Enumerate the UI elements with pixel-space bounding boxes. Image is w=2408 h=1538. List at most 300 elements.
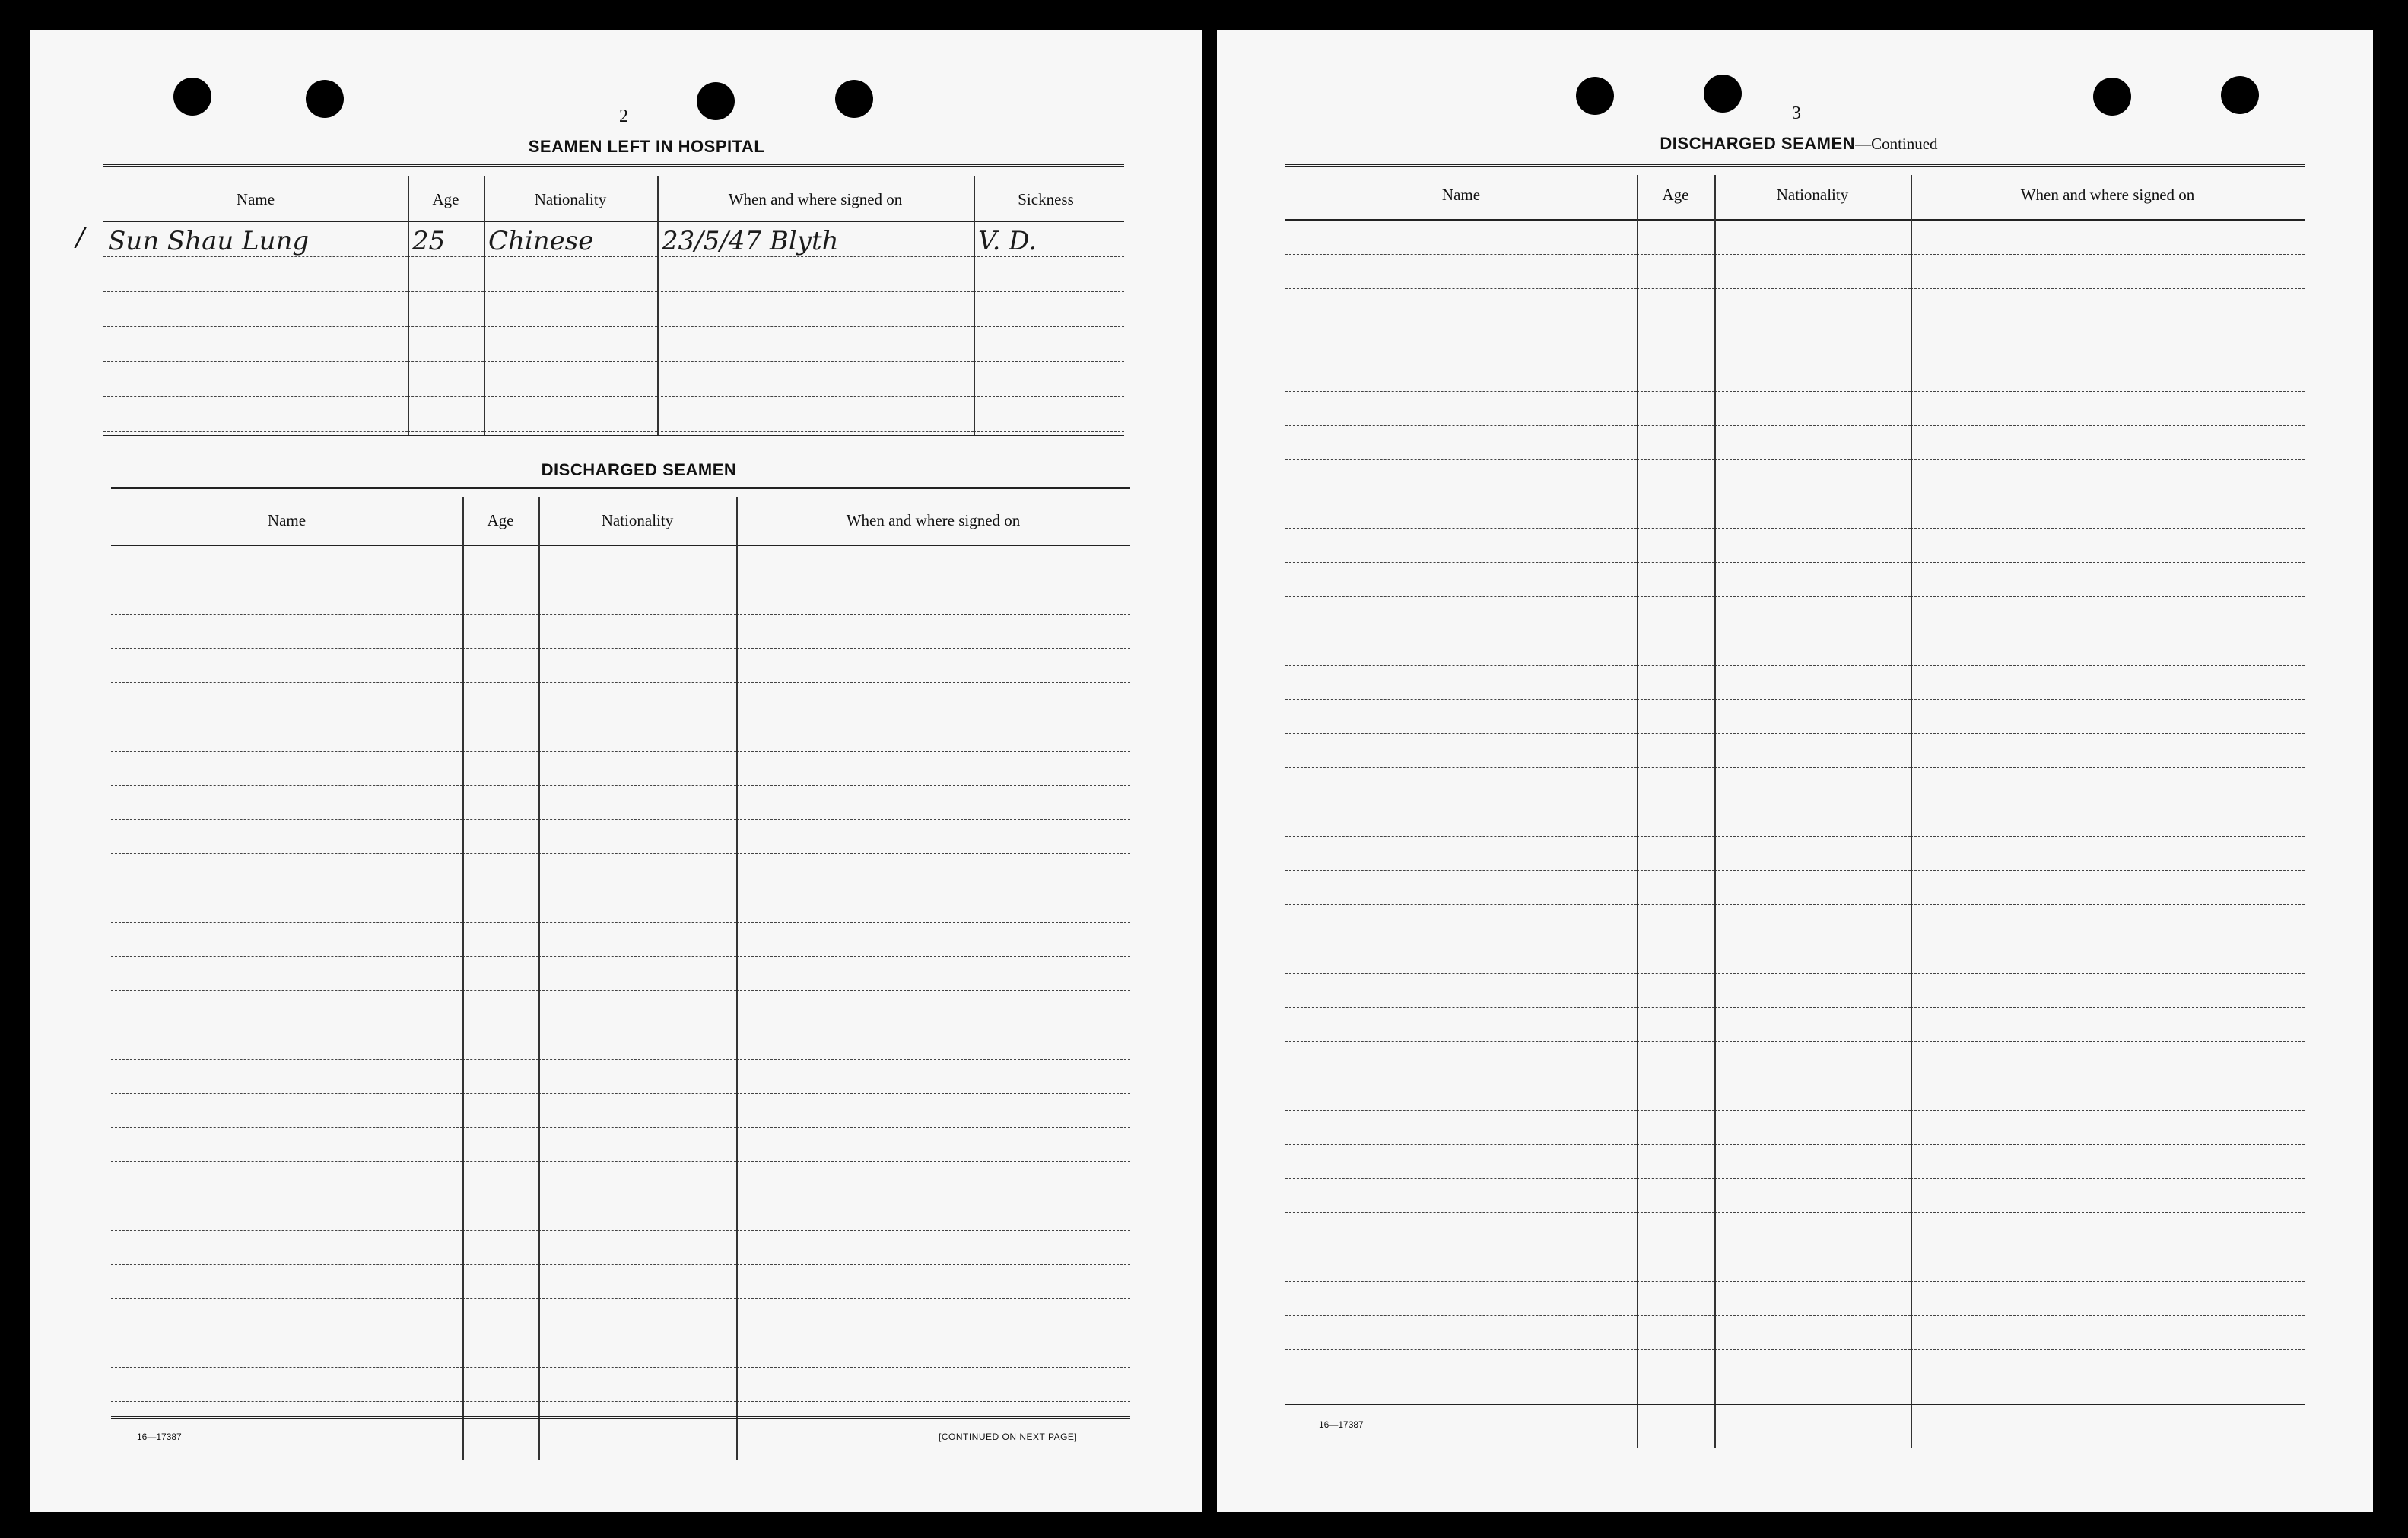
empty-cell — [1285, 323, 1637, 357]
empty-cell — [1285, 700, 1637, 734]
empty-cell — [462, 1333, 538, 1368]
empty-cell — [1714, 1145, 1911, 1179]
table-row — [111, 923, 1130, 957]
empty-cell — [538, 820, 736, 854]
table-row — [111, 854, 1130, 888]
empty-cell — [1285, 563, 1637, 597]
empty-cell — [1637, 1145, 1714, 1179]
empty-cell — [1714, 1316, 1911, 1350]
table-top-rule — [103, 164, 1124, 169]
empty-cell — [1714, 460, 1911, 494]
empty-cell — [111, 991, 462, 1025]
empty-cell — [736, 854, 1130, 888]
empty-cell — [1285, 460, 1637, 494]
empty-cell — [1714, 974, 1911, 1008]
empty-cell — [1911, 871, 2305, 905]
table-row — [111, 1299, 1130, 1333]
empty-cell — [111, 1265, 462, 1299]
table-row — [1285, 289, 2305, 323]
empty-cell — [1637, 1247, 1714, 1282]
table-row — [103, 257, 1124, 292]
empty-cell — [1285, 837, 1637, 871]
empty-cell — [1911, 1042, 2305, 1076]
table-row — [111, 580, 1130, 615]
empty-cell — [736, 888, 1130, 923]
table-row — [111, 1196, 1130, 1231]
empty-cell — [111, 683, 462, 717]
empty-cell — [736, 1265, 1130, 1299]
table-row — [111, 888, 1130, 923]
empty-cell — [538, 1060, 736, 1094]
empty-cell — [1911, 323, 2305, 357]
empty-cell — [111, 717, 462, 752]
empty-cell — [1637, 529, 1714, 563]
cell-name — [103, 362, 408, 397]
empty-cell — [1911, 255, 2305, 289]
empty-cell — [1637, 289, 1714, 323]
empty-cell — [1285, 289, 1637, 323]
empty-cell — [538, 957, 736, 991]
cell-sickness: V. D. — [974, 222, 1124, 257]
cell-when-where — [657, 327, 974, 362]
empty-cell — [1637, 871, 1714, 905]
empty-cell — [538, 1128, 736, 1162]
table-row — [1285, 631, 2305, 666]
column-header-name: Name — [236, 190, 275, 208]
empty-cell — [1714, 494, 1911, 529]
column-header-sickness: Sickness — [1018, 190, 1074, 208]
table-row — [111, 1333, 1130, 1368]
empty-cell — [1285, 1213, 1637, 1247]
empty-cell — [111, 1196, 462, 1231]
empty-cell — [1637, 734, 1714, 768]
empty-cell — [1637, 1282, 1714, 1316]
table-row — [103, 362, 1124, 397]
empty-cell — [538, 717, 736, 752]
empty-cell — [736, 1162, 1130, 1196]
empty-cell — [1714, 631, 1911, 666]
empty-cell — [111, 752, 462, 786]
empty-cell — [1714, 289, 1911, 323]
empty-cell — [736, 615, 1130, 649]
empty-cell — [1285, 905, 1637, 939]
empty-cell — [1637, 1111, 1714, 1145]
empty-cell — [1714, 905, 1911, 939]
empty-cell — [1637, 221, 1714, 255]
table-row — [1285, 1008, 2305, 1042]
table-row — [1285, 700, 2305, 734]
empty-cell — [111, 957, 462, 991]
empty-cell — [111, 546, 462, 580]
discharged-table — [111, 546, 1130, 1402]
empty-cell — [1637, 1042, 1714, 1076]
table-row — [1285, 905, 2305, 939]
empty-cell — [462, 991, 538, 1025]
empty-cell — [1637, 392, 1714, 426]
column-header-when-where: When and where signed on — [846, 511, 1021, 529]
table-top-rule — [111, 487, 1130, 491]
empty-cell — [1285, 1179, 1637, 1213]
empty-cell — [1637, 460, 1714, 494]
empty-cell — [538, 1094, 736, 1128]
empty-cell — [1285, 1316, 1637, 1350]
empty-cell — [1911, 460, 2305, 494]
empty-cell — [1911, 289, 2305, 323]
empty-cell — [736, 1094, 1130, 1128]
cell-age — [408, 257, 484, 292]
cell-name — [103, 327, 408, 362]
empty-cell — [736, 546, 1130, 580]
empty-cell — [1637, 1179, 1714, 1213]
empty-cell — [1911, 597, 2305, 631]
empty-cell — [538, 923, 736, 957]
empty-cell — [1285, 1282, 1637, 1316]
form-code: 16—17387 — [1319, 1419, 1364, 1430]
empty-cell — [538, 991, 736, 1025]
empty-cell — [1714, 1008, 1911, 1042]
cell-age — [408, 292, 484, 327]
empty-cell — [736, 649, 1130, 683]
empty-cell — [1285, 802, 1637, 837]
continued-suffix: —Continued — [1855, 135, 1938, 153]
empty-cell — [538, 854, 736, 888]
empty-cell — [538, 752, 736, 786]
empty-cell — [1285, 666, 1637, 700]
empty-cell — [462, 786, 538, 820]
empty-cell — [1714, 1179, 1911, 1213]
empty-cell — [1285, 631, 1637, 666]
empty-cell — [1637, 974, 1714, 1008]
discharged-continued-table — [1285, 221, 2305, 1384]
empty-cell — [1637, 905, 1714, 939]
empty-cell — [538, 888, 736, 923]
table-row — [1285, 597, 2305, 631]
empty-cell — [1714, 1350, 1911, 1384]
empty-cell — [736, 717, 1130, 752]
table-row — [1285, 392, 2305, 426]
empty-cell — [1285, 392, 1637, 426]
cell-sickness — [974, 397, 1124, 432]
empty-cell — [111, 615, 462, 649]
discharged-continued-title — [1582, 134, 2016, 154]
cell-when-where — [657, 292, 974, 327]
empty-cell — [1285, 1350, 1637, 1384]
table-row — [103, 397, 1124, 432]
empty-cell — [538, 1265, 736, 1299]
empty-cell — [1911, 1145, 2305, 1179]
empty-cell — [1285, 974, 1637, 1008]
empty-cell — [1714, 871, 1911, 905]
empty-cell — [1637, 1008, 1714, 1042]
empty-cell — [1714, 1076, 1911, 1111]
continued-note: [CONTINUED ON NEXT PAGE] — [939, 1432, 1078, 1442]
table-row — [111, 1231, 1130, 1265]
table-row — [1285, 1282, 2305, 1316]
cell-name — [103, 257, 408, 292]
page-number: 3 — [1792, 103, 1801, 123]
empty-cell — [1714, 255, 1911, 289]
empty-cell — [736, 1231, 1130, 1265]
empty-cell — [462, 546, 538, 580]
empty-cell — [1714, 597, 1911, 631]
empty-cell — [1637, 494, 1714, 529]
cell-age: 25 — [408, 222, 484, 257]
empty-cell — [1714, 563, 1911, 597]
empty-cell — [538, 1196, 736, 1231]
cell-nationality — [484, 397, 657, 432]
punch-hole — [2221, 76, 2259, 114]
table-top-rule — [1285, 164, 2305, 169]
cell-sickness — [974, 292, 1124, 327]
cell-nationality: Chinese — [484, 222, 657, 257]
hospital-table — [103, 222, 1124, 432]
empty-cell — [1285, 1008, 1637, 1042]
empty-cell — [111, 1025, 462, 1060]
cell-age — [408, 327, 484, 362]
table-row — [1285, 1042, 2305, 1076]
empty-cell — [1714, 700, 1911, 734]
empty-cell — [1714, 221, 1911, 255]
empty-cell — [1714, 768, 1911, 802]
empty-cell — [1637, 357, 1714, 392]
empty-cell — [1911, 631, 2305, 666]
empty-cell — [111, 1128, 462, 1162]
punch-hole — [835, 80, 873, 118]
table-row — [1285, 1145, 2305, 1179]
table-row — [1285, 734, 2305, 768]
empty-cell — [1911, 1316, 2305, 1350]
empty-cell — [736, 580, 1130, 615]
column-header-age: Age — [432, 190, 459, 208]
empty-cell — [1911, 905, 2305, 939]
empty-cell — [462, 854, 538, 888]
empty-cell — [736, 957, 1130, 991]
hospital-table-header — [103, 190, 1118, 209]
table-row — [111, 717, 1130, 752]
table-row — [111, 1060, 1130, 1094]
column-header-name: Name — [1441, 186, 1481, 204]
empty-cell — [462, 1025, 538, 1060]
empty-cell — [1637, 768, 1714, 802]
punch-hole — [306, 80, 344, 118]
empty-cell — [1285, 768, 1637, 802]
cell-nationality — [484, 362, 657, 397]
empty-cell — [1285, 357, 1637, 392]
empty-cell — [462, 820, 538, 854]
table-row — [1285, 323, 2305, 357]
column-header-nationality: Nationality — [601, 511, 674, 529]
right-page — [1217, 30, 2373, 1512]
empty-cell — [1285, 255, 1637, 289]
empty-cell — [736, 683, 1130, 717]
empty-cell — [736, 1128, 1130, 1162]
empty-cell — [538, 1368, 736, 1402]
table-row — [111, 786, 1130, 820]
table-row — [111, 752, 1130, 786]
empty-cell — [1911, 426, 2305, 460]
table-row — [1285, 802, 2305, 837]
column-header-age: Age — [1662, 186, 1689, 204]
empty-cell — [736, 820, 1130, 854]
empty-cell — [1637, 1316, 1714, 1350]
table-row — [1285, 1213, 2305, 1247]
empty-cell — [111, 1060, 462, 1094]
empty-cell — [462, 1060, 538, 1094]
empty-cell — [111, 580, 462, 615]
table-row — [111, 957, 1130, 991]
empty-cell — [538, 580, 736, 615]
table-row — [111, 649, 1130, 683]
empty-cell — [1911, 1111, 2305, 1145]
empty-cell — [462, 1299, 538, 1333]
empty-cell — [462, 615, 538, 649]
empty-cell — [1911, 357, 2305, 392]
empty-cell — [462, 1128, 538, 1162]
empty-cell — [1911, 1076, 2305, 1111]
empty-cell — [1637, 1350, 1714, 1384]
page-number: 2 — [619, 106, 628, 126]
table-row — [103, 292, 1124, 327]
column-header-nationality: Nationality — [534, 190, 607, 208]
table-row — [1285, 494, 2305, 529]
empty-cell — [538, 615, 736, 649]
cell-age — [408, 397, 484, 432]
column-header-when-where: When and where signed on — [728, 190, 903, 208]
table-row — [1285, 768, 2305, 802]
table-row — [111, 991, 1130, 1025]
empty-cell — [462, 1231, 538, 1265]
empty-cell — [111, 1368, 462, 1402]
empty-cell — [111, 923, 462, 957]
empty-cell — [1911, 1247, 2305, 1282]
empty-cell — [1911, 837, 2305, 871]
column-header-nationality: Nationality — [1776, 186, 1849, 204]
cell-name — [103, 292, 408, 327]
empty-cell — [1637, 563, 1714, 597]
empty-cell — [1637, 323, 1714, 357]
empty-cell — [1285, 1076, 1637, 1111]
empty-cell — [462, 580, 538, 615]
empty-cell — [538, 1025, 736, 1060]
empty-cell — [1911, 734, 2305, 768]
empty-cell — [538, 546, 736, 580]
table-row — [1285, 1076, 2305, 1111]
cell-when-where — [657, 362, 974, 397]
empty-cell — [1285, 426, 1637, 460]
discharged-continued-table-header — [1285, 186, 2305, 205]
empty-cell — [462, 1094, 538, 1128]
empty-cell — [462, 957, 538, 991]
table-row — [111, 546, 1130, 580]
empty-cell — [1714, 666, 1911, 700]
punch-hole — [2093, 78, 2131, 116]
empty-cell — [1714, 1042, 1911, 1076]
empty-cell — [1637, 631, 1714, 666]
empty-cell — [1285, 939, 1637, 974]
empty-cell — [1714, 734, 1911, 768]
table-row — [111, 683, 1130, 717]
empty-cell — [1637, 426, 1714, 460]
empty-cell — [1911, 221, 2305, 255]
cell-sickness — [974, 327, 1124, 362]
left-page — [30, 30, 1202, 1512]
empty-cell — [538, 786, 736, 820]
empty-cell — [1637, 1076, 1714, 1111]
empty-cell — [1911, 666, 2305, 700]
empty-cell — [538, 649, 736, 683]
table-row — [1285, 1111, 2305, 1145]
empty-cell — [111, 888, 462, 923]
table-row — [1285, 871, 2305, 905]
table-row — [111, 1265, 1130, 1299]
table-bottom-rule — [111, 1416, 1130, 1421]
empty-cell — [1637, 939, 1714, 974]
table-row — [111, 1368, 1130, 1402]
table-row — [1285, 460, 2305, 494]
empty-cell — [1285, 221, 1637, 255]
empty-cell — [1637, 255, 1714, 289]
empty-cell — [736, 1060, 1130, 1094]
empty-cell — [1911, 494, 2305, 529]
empty-cell — [1637, 802, 1714, 837]
empty-cell — [1714, 426, 1911, 460]
table-row — [1285, 1179, 2305, 1213]
punch-hole — [697, 82, 735, 120]
hospital-section-title: SEAMEN LEFT IN HOSPITAL — [528, 137, 765, 156]
check-mark: / — [76, 222, 85, 253]
cell-age — [408, 362, 484, 397]
empty-cell — [1714, 357, 1911, 392]
empty-cell — [736, 1368, 1130, 1402]
empty-cell — [1911, 700, 2305, 734]
empty-cell — [538, 1299, 736, 1333]
empty-cell — [1285, 871, 1637, 905]
empty-cell — [1714, 1111, 1911, 1145]
empty-cell — [538, 683, 736, 717]
empty-cell — [1285, 529, 1637, 563]
empty-cell — [1637, 666, 1714, 700]
empty-cell — [1285, 597, 1637, 631]
table-row — [1285, 1316, 2305, 1350]
empty-cell — [1714, 802, 1911, 837]
punch-hole — [173, 78, 211, 116]
empty-cell — [111, 1162, 462, 1196]
empty-cell — [1714, 1282, 1911, 1316]
empty-cell — [1911, 939, 2305, 974]
cell-when-where: 23/5/47 Blyth — [657, 222, 974, 257]
empty-cell — [736, 1025, 1130, 1060]
empty-cell — [538, 1333, 736, 1368]
cell-when-where — [657, 257, 974, 292]
table-row — [103, 222, 1124, 257]
empty-cell — [1911, 529, 2305, 563]
table-row — [1285, 1247, 2305, 1282]
column-header-name: Name — [267, 511, 307, 529]
empty-cell — [1637, 837, 1714, 871]
table-row — [1285, 666, 2305, 700]
cell-name: Sun Shau Lung — [103, 222, 408, 257]
empty-cell — [1637, 597, 1714, 631]
empty-cell — [1714, 529, 1911, 563]
column-header-when-where: When and where signed on — [2020, 186, 2195, 204]
empty-cell — [111, 786, 462, 820]
table-row — [103, 327, 1124, 362]
empty-cell — [1285, 1247, 1637, 1282]
table-row — [1285, 255, 2305, 289]
empty-cell — [1285, 1042, 1637, 1076]
cell-nationality — [484, 257, 657, 292]
empty-cell — [462, 923, 538, 957]
